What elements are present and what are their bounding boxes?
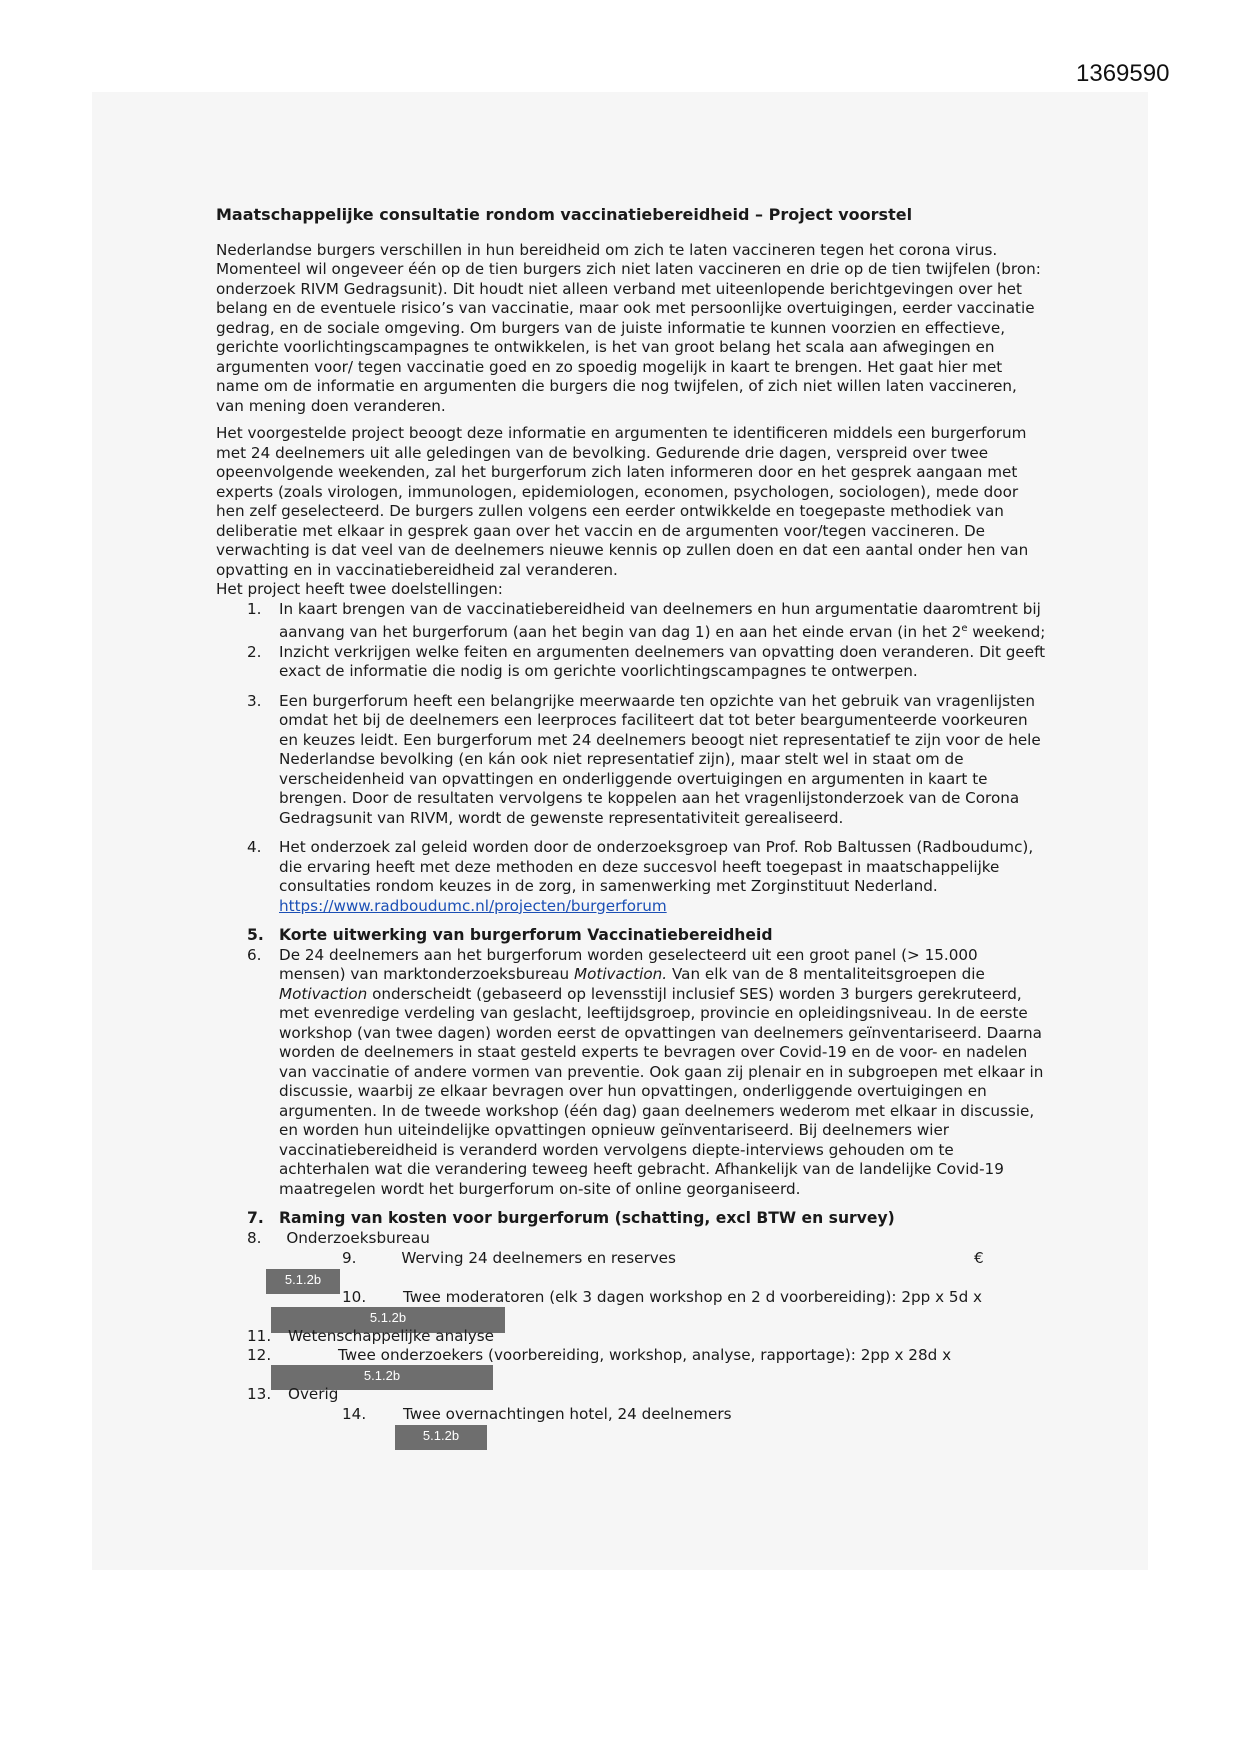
heading-text: Korte uitwerking van burgerforum Vaccinatiebereidheid — [279, 926, 773, 945]
burgerforum-link[interactable]: https://www.radboudumc.nl/projecten/burgerforum — [279, 896, 667, 915]
list-number: 10. — [342, 1287, 367, 1306]
list-item — [216, 643, 1046, 682]
cost-row — [247, 1327, 494, 1347]
list-number: 2. — [247, 642, 262, 661]
cost-item: Werving 24 deelnemers en reserves — [401, 1248, 676, 1267]
section-heading — [216, 926, 1046, 946]
redaction-box: 5.1.2b — [271, 1365, 493, 1390]
list-item — [216, 692, 1046, 829]
list-text: In kaart brengen van de vaccinatiebereidheid van deelnemers en hun argumentatie daaromtrent bij aanvang van het burgerforum (aan het begin van dag 1) en aan het einde ervan (in het 2 — [279, 599, 1041, 642]
currency-symbol: € — [974, 1248, 984, 1267]
list-text: Inzicht verkrijgen welke feiten en argumenten deelnemers van opvatting doen veranderen. Dit geeft exact de informatie die nodig is om gerichte voorlichtingscampagnes te ontwerpen. — [279, 642, 1046, 681]
list-text: onderscheidt (gebaseerd op levensstijl inclusief SES) worden 3 burgers gerekruteerd, met evenredige verdeling van geslacht, leeftijdsgroep, provincie en opleidingsniveau. In de eerste workshop (van twee dagen) worden eerst de opvattingen van deelnemers geïnventariseerd. Daarna worden de deelnemers in staat gesteld experts te bevragen over Covid-19 en de voor- en nadelen van vaccinatie of andere vormen van preventie. Ook gaan zij plenair en in subgroepen met elkaar in discussie, waarbij ze elkaar bevragen over hun opvattingen, onderliggende overtuigingen en argumenten. In de tweede workshop (één dag) gaan deelnemers wederom met elkaar in discussie, en worden hun uiteindelijke opvattingen opnieuw geïnventariseerd. Bij deelnemers wier vaccinatiebereidheid is veranderd worden vervolgens diepte-interviews gehouden om te achterhalen wat die verandering teweeg heeft gebracht. Afhankelijk van de landelijke Covid-19 maatregelen wordt het burgerforum on-site of online georganiseerd. — [279, 984, 1044, 1198]
list-text: De 24 deelnemers aan het burgerforum worden geselecteerd uit een groot panel (> 15.000 mensen) van marktonderzoeksbureau — [279, 945, 978, 984]
list-text: weekend; — [967, 623, 1046, 642]
cost-row — [247, 1385, 338, 1405]
list-number: 6. — [247, 945, 262, 964]
cost-row — [342, 1288, 982, 1308]
document-title: Maatschappelijke consultatie rondom vaccinatiebereidheid – Project voorstel — [216, 205, 913, 224]
list-number: 3. — [247, 691, 262, 710]
list-number: 14. — [342, 1404, 367, 1423]
list-number: 9. — [342, 1248, 357, 1267]
list-number: 7. — [247, 1209, 264, 1228]
list-text: Van elk van de 8 mentaliteitsgroepen die — [667, 965, 985, 984]
list-number: 11. — [247, 1326, 272, 1345]
cost-category: Onderzoeksbureau — [286, 1228, 430, 1247]
list-number: 13. — [247, 1384, 272, 1403]
document-body — [216, 205, 1046, 1469]
document-number: 1369590 — [1076, 60, 1170, 87]
cost-table — [216, 1229, 1046, 1469]
list-item — [216, 600, 1046, 643]
redaction-box: 5.1.2b — [395, 1425, 487, 1450]
list-item — [216, 838, 1046, 916]
list-number: 8. — [247, 1228, 262, 1247]
cost-item: Twee overnachtingen hotel, 24 deelnemers — [402, 1404, 732, 1423]
numbered-list — [216, 600, 1046, 1229]
company-name: Motivaction. — [573, 965, 668, 984]
redaction-box: 5.1.2b — [266, 1269, 340, 1294]
cost-row — [342, 1249, 676, 1269]
cost-category: Overig — [287, 1384, 339, 1403]
company-name: Motivaction — [279, 984, 368, 1003]
cost-row — [342, 1405, 732, 1425]
cost-row — [247, 1346, 951, 1366]
redaction-box: 5.1.2b — [271, 1307, 505, 1333]
cost-row — [247, 1229, 430, 1249]
list-number: 4. — [247, 838, 262, 857]
list-number: 1. — [247, 599, 262, 618]
intro-paragraph: Nederlandse burgers verschillen in hun bereidheid om zich te laten vaccineren tegen het corona virus. Momenteel wil ongeveer één op de tien burgers zich niet laten vaccineren en drie op de tien twijfelen (bron: onderzoek RIVM Gedragsunit). Dit houdt niet alleen verband met uiteenlopende berichtgevingen over het belang en de eventuele risico’s van vaccinatie, maar ook met persoonlijke overtuigingen, eerder vaccinatie gedrag, en de sociale omgeving. Om burgers van de juiste informatie te kunnen voorzien en effectieve, gerichte voorlichtingscampagnes te ontwikkelen, is het van groot belang het scala aan afwegingen en argumenten voor/ tegen vaccinatie goed en zo spoedig mogelijk in kaart te brengen. Het gaat hier met name om de informatie en argumenten die burgers die nog twijfelen, of zich niet willen laten vaccineren, van mening doen veranderen. — [216, 240, 1041, 415]
list-text: Een burgerforum heeft een belangrijke meerwaarde ten opzichte van het gebruik van vragenlijsten omdat het bij de deelnemers een leerproces faciliteert dat tot beter beargumenteerde voorkeuren en keuzes leidt. Een burgerforum met 24 deelnemers beoogt niet representatief te zijn voor de hele Nederlandse bevolking (en kán ook niet representatief zijn), maar stelt wel in staat om de verscheidenheid van opvattingen en onderliggende overtuigingen en argumenten in kaart te brengen. Door de resultaten vervolgens te koppelen aan het vragenlijstonderzoek van de Corona Gedragsunit van RIVM, wordt de gewenste representativiteit gerealiseerd. — [279, 691, 1041, 827]
list-item — [216, 946, 1046, 1200]
project-paragraph: Het voorgestelde project beoogt deze informatie en argumenten te identificeren middels een burgerforum met 24 deelnemers uit alle geledingen van de bevolking. Gedurende drie dagen, verspreid over twee opeenvolgende weekenden, zal het burgerforum zich laten informeren door en het gesprek aangaan met experts (zoals virologen, immunologen, epidemiologen, economen, psychologen, sociologen), mede door hen zelf geselecteerd. De burgers zullen volgens een eerder ontwikkelde en toegepaste methodiek van deliberatie met elkaar in gesprek gaan over het vaccin en de argumenten voor/tegen vaccineren. De verwachting is dat veel van de deelnemers nieuwe kennis op zullen doen en dat een aantal onder hen van opvatting en in vaccinatiebereidheid zal veranderen. — [216, 424, 1029, 579]
superscript: e — [961, 623, 968, 634]
goals-intro: Het project heeft twee doelstellingen: — [216, 580, 503, 598]
cost-category: Wetenschappelijke analyse — [287, 1326, 494, 1345]
list-number: 5. — [247, 926, 264, 945]
section-heading — [216, 1209, 1046, 1229]
cost-item: Twee onderzoekers (voorbereiding, workshop, analyse, rapportage): 2pp x 28d x — [337, 1345, 952, 1364]
list-text: Het onderzoek zal geleid worden door de onderzoeksgroep van Prof. Rob Baltussen (Radboudumc), die ervaring heeft met deze methoden en deze succesvol heeft toegepast in maatschappelijke consultaties rondom keuzes in de zorg, in samenwerking met Zorginstituut Nederland. — [279, 838, 1034, 896]
cost-item: Twee moderatoren (elk 3 dagen workshop en 2 d voorbereiding): 2pp x 5d x — [402, 1287, 983, 1306]
list-number: 12. — [247, 1345, 272, 1364]
heading-text: Raming van kosten voor burgerforum (schatting, excl BTW en survey) — [279, 1209, 895, 1228]
